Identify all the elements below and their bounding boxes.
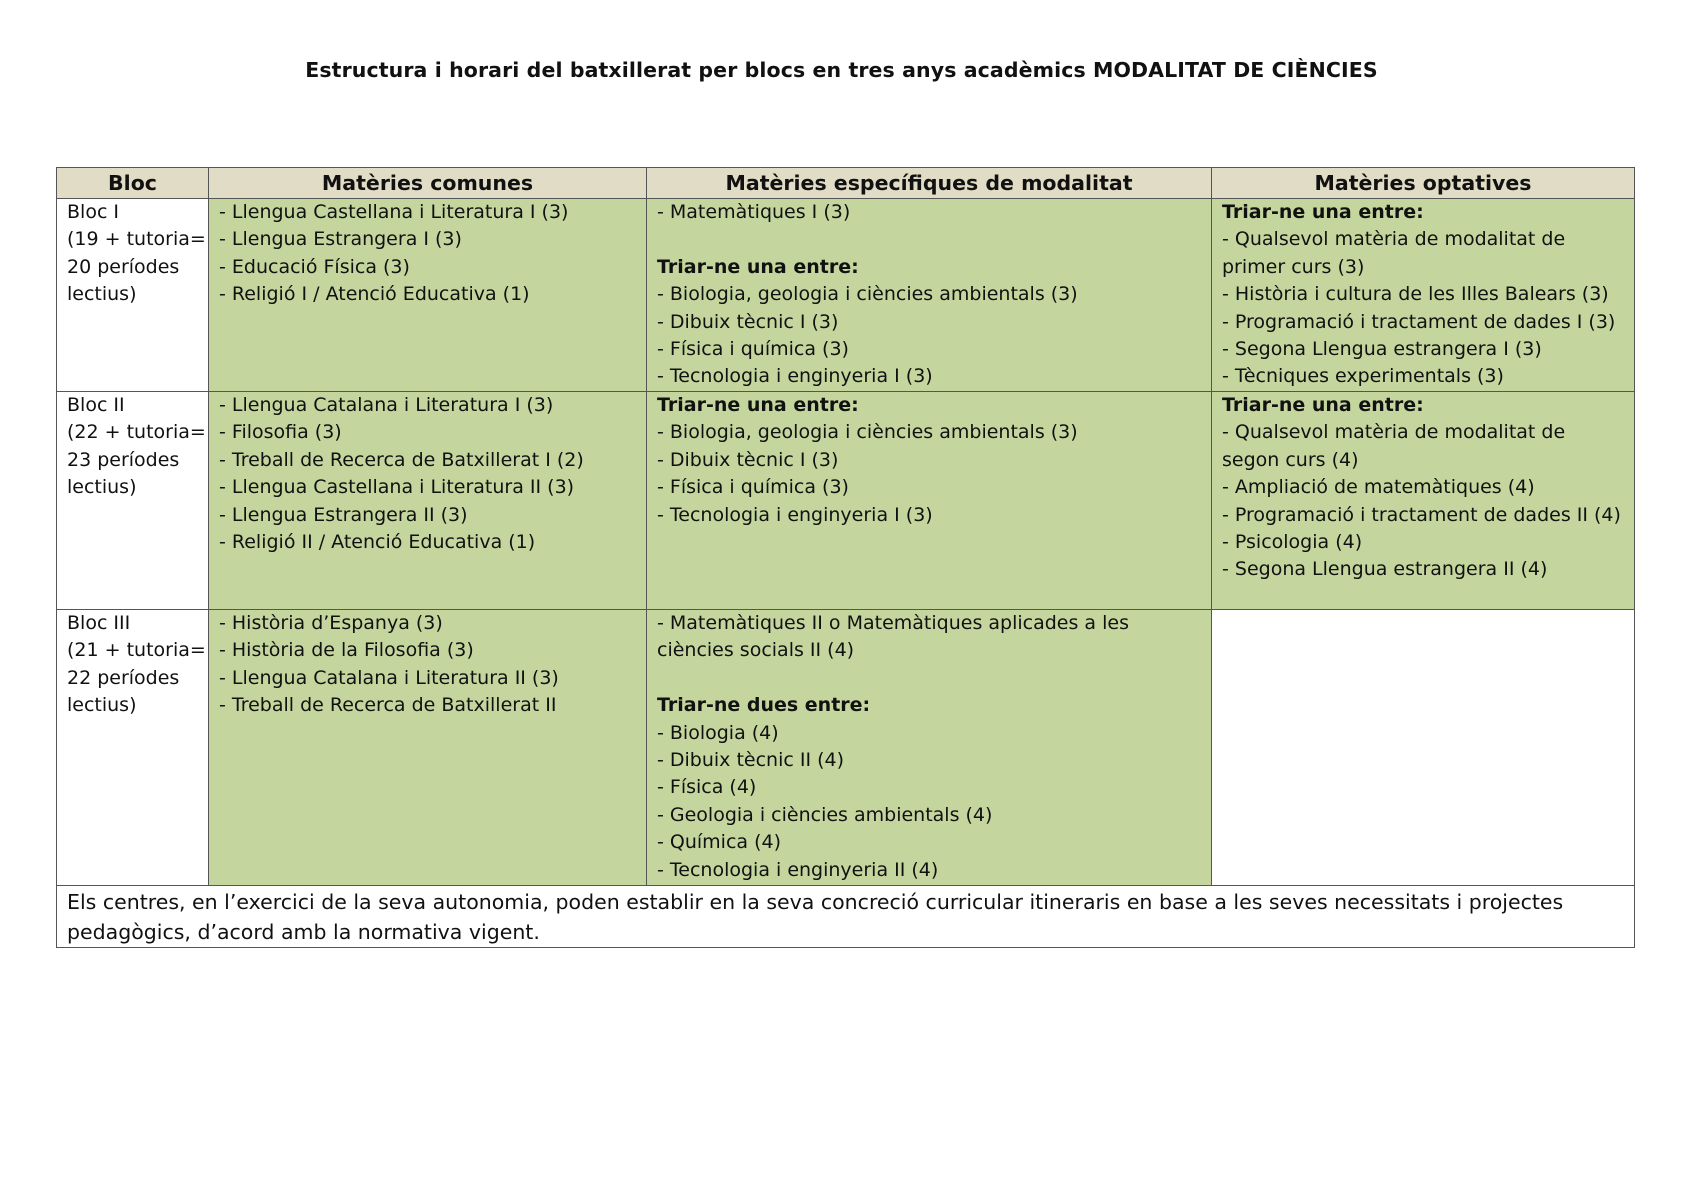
optatives-cell <box>1212 199 1635 392</box>
bloc-periods: lectius) <box>67 476 137 499</box>
list-item: - Dibuix tècnic I (3) <box>657 448 839 471</box>
optatives-cell <box>1212 392 1635 610</box>
bloc-periods: (21 + tutoria= <box>67 639 206 662</box>
bloc-periods: (22 + tutoria= <box>67 421 206 444</box>
list-item: - Tecnologia i enginyeria II (4) <box>657 858 939 881</box>
bloc-cell <box>57 610 209 886</box>
list-item: - Història d’Espanya (3) <box>219 612 443 634</box>
page-title: Estructura i horari del batxillerat per blocs en tres anys acadèmics MODALITAT DE CIÈNCIES <box>305 58 1378 82</box>
choice-heading: Triar-ne una entre: <box>657 255 859 278</box>
list-item: - Tècniques experimentals (3) <box>1222 365 1504 388</box>
spacer <box>657 226 1201 253</box>
especifiques-cell <box>647 199 1212 392</box>
bloc-label: Bloc III <box>67 612 131 634</box>
table-row-bloc-3 <box>57 610 1635 886</box>
list-item: - Segona Llengua estrangera II (4) <box>1222 558 1548 581</box>
choice-heading: Triar-ne una entre: <box>1222 394 1424 416</box>
list-item: - Llengua Castellana i Literatura II (3) <box>219 476 575 499</box>
bloc-label: Bloc II <box>67 394 125 416</box>
header-materies-optatives: Matèries optatives <box>1212 168 1635 199</box>
optatives-cell-empty <box>1212 610 1635 886</box>
especifiques-cell <box>647 610 1212 886</box>
list-item: - Psicologia (4) <box>1222 531 1363 554</box>
list-item: - Física i química (3) <box>657 338 849 361</box>
table-row-bloc-2 <box>57 392 1635 610</box>
choice-heading: Triar-ne una entre: <box>1222 201 1424 223</box>
list-item: - Treball de Recerca de Batxillerat II <box>219 694 557 717</box>
list-item: - Ampliació de matemàtiques (4) <box>1222 476 1535 499</box>
choice-heading: Triar-ne una entre: <box>657 394 859 416</box>
note-cell: Els centres, en l’exercici de la seva autonomia, poden establir en la seva concreció curricular itineraris en base a les seves necessitats i projectes pedagògics, d’acord amb la normativa vigent. <box>57 886 1635 948</box>
list-item: - Religió I / Atenció Educativa (1) <box>219 283 530 306</box>
header-materies-especifiques: Matèries específiques de modalitat <box>647 168 1212 199</box>
list-item: - Llengua Castellana i Literatura I (3) <box>219 201 569 223</box>
list-item: - Història i cultura de les Illes Balears (3) <box>1222 283 1609 306</box>
list-item: - Dibuix tècnic II (4) <box>657 749 845 772</box>
list-item: - Llengua Estrangera I (3) <box>219 228 462 251</box>
list-item: - Matemàtiques II o Matemàtiques aplicades a les ciències socials II (4) <box>657 612 1129 662</box>
comunes-cell <box>209 392 647 610</box>
list-item: - Qualsevol matèria de modalitat de primer curs (3) <box>1222 228 1566 278</box>
bloc-periods: (19 + tutoria= <box>67 228 206 251</box>
bloc-periods: lectius) <box>67 283 137 306</box>
bloc-periods: lectius) <box>67 694 137 717</box>
list-item: - Programació i tractament de dades I (3) <box>1222 310 1616 333</box>
list-item: - Treball de Recerca de Batxillerat I (2) <box>219 448 584 471</box>
bloc-periods: 22 períodes <box>67 666 180 689</box>
spacer <box>657 665 1201 692</box>
list-item: - Història de la Filosofia (3) <box>219 639 474 662</box>
list-item: - Llengua Catalana i Literatura I (3) <box>219 394 554 416</box>
list-item: - Llengua Estrangera II (3) <box>219 503 468 526</box>
bloc-periods: 23 períodes <box>67 448 180 471</box>
list-item: - Programació i tractament de dades II (4) <box>1222 503 1621 526</box>
list-item: - Llengua Catalana i Literatura II (3) <box>219 666 559 689</box>
bloc-periods: 20 períodes <box>67 255 180 278</box>
table-header-row <box>57 168 1635 199</box>
bloc-cell <box>57 199 209 392</box>
list-item: - Física (4) <box>657 776 757 799</box>
bloc-label: Bloc I <box>67 201 120 223</box>
list-item: - Filosofia (3) <box>219 421 342 444</box>
list-item: - Educació Física (3) <box>219 255 410 278</box>
list-item: - Biologia, geologia i ciències ambientals (3) <box>657 421 1078 444</box>
list-item: - Matemàtiques I (3) <box>657 201 851 223</box>
table-note-row <box>57 886 1635 948</box>
choice-heading: Triar-ne dues entre: <box>657 694 871 717</box>
bloc-cell <box>57 392 209 610</box>
header-bloc: Bloc <box>57 168 209 199</box>
comunes-cell <box>209 610 647 886</box>
list-item: - Tecnologia i enginyeria I (3) <box>657 503 933 526</box>
list-item: - Química (4) <box>657 831 782 854</box>
list-item: - Geologia i ciències ambientals (4) <box>657 803 993 826</box>
header-materies-comunes: Matèries comunes <box>209 168 647 199</box>
list-item: - Qualsevol matèria de modalitat de segon curs (4) <box>1222 421 1566 471</box>
list-item: - Física i química (3) <box>657 476 849 499</box>
list-item: - Religió II / Atenció Educativa (1) <box>219 531 536 554</box>
curriculum-table <box>56 167 1635 948</box>
list-item: - Segona Llengua estrangera I (3) <box>1222 338 1542 361</box>
comunes-cell <box>209 199 647 392</box>
table-row-bloc-1 <box>57 199 1635 392</box>
list-item: - Biologia (4) <box>657 721 779 744</box>
list-item: - Tecnologia i enginyeria I (3) <box>657 365 933 388</box>
list-item: - Biologia, geologia i ciències ambientals (3) <box>657 283 1078 306</box>
list-item: - Dibuix tècnic I (3) <box>657 310 839 333</box>
especifiques-cell <box>647 392 1212 610</box>
